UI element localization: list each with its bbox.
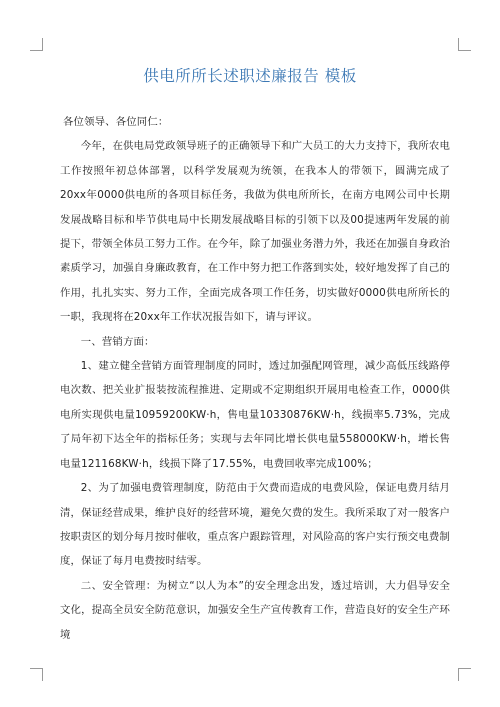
crop-mark-top-left <box>30 38 43 51</box>
marketing-item-1: 1、建立健全营销方面管理制度的同时，透过加强配网管理，减少高低压线路停电次数、把关业扩报装按流程推进、定期或不定期组织开展用电检查工作，0000供电所实现供电量10959200KW·h，售电量10330876KW·h，线损率5.73%，完成了局年初下达全年的指标任务；实现与去年同比增长供电量558000KW·h，增长售电量121168KW·h，线损下降了17.55%，电费回收率完成100%； <box>60 360 450 470</box>
intro-paragraph: 今年，在供电局党政领导班子的正确领导下和广大员工的大力支持下，我所农电工作按照年初总体部署，以科学发展观为统领，在我本人的带领下，圆满完成了20xx年0000供电所的各项目标任务，我做为供电所所长，在南方电网公司中长期发展战略目标和毕节供电局中长期发展战略目标的引领下以及00提速两年发展的前提下，带领全体员工努力工作。在今年，除了加强业务潜力外，我还在加强自身政治素质学习，加强自身廉政教育，在工作中努力把工作落到实处，较好地发挥了自己的作用，扎扎实实、努力工作，全面完成各项工作任务，切实做好0000供电所所长的一职，我现将在20xx年工作状况报告如下，请与评议。 <box>60 140 450 324</box>
salutation: 各位领导、各位同仁： <box>63 116 169 128</box>
safety-management-paragraph: 二、安全管理：为树立“以人为本”的安全理念出发，透过培训，大力倡导安全文化，提高全员安全防范意识，加强安全生产宣传教育工作，营造良好的安全生产环境 <box>60 579 450 641</box>
section-heading-marketing: 一、营销方面： <box>80 335 155 348</box>
marketing-item-2: 2、为了加强电费管理制度，防范由于欠费而造成的电费风险，保证电费月结月清，保证经营成果，维护良好的经营环境，避免欠费的发生。我所采取了对一般客户按职责区的划分每月按时催收，重点客户跟踪管理，对风险高的客户实行预交电费制度，保证了每月电费按时结零。 <box>60 482 450 568</box>
document-title: 供电所所长述职述廉报告 模板 <box>143 67 357 85</box>
crop-mark-top-right <box>458 38 471 51</box>
crop-mark-bottom-right <box>458 668 471 681</box>
document-body <box>60 110 450 647</box>
crop-mark-bottom-left <box>30 668 43 681</box>
